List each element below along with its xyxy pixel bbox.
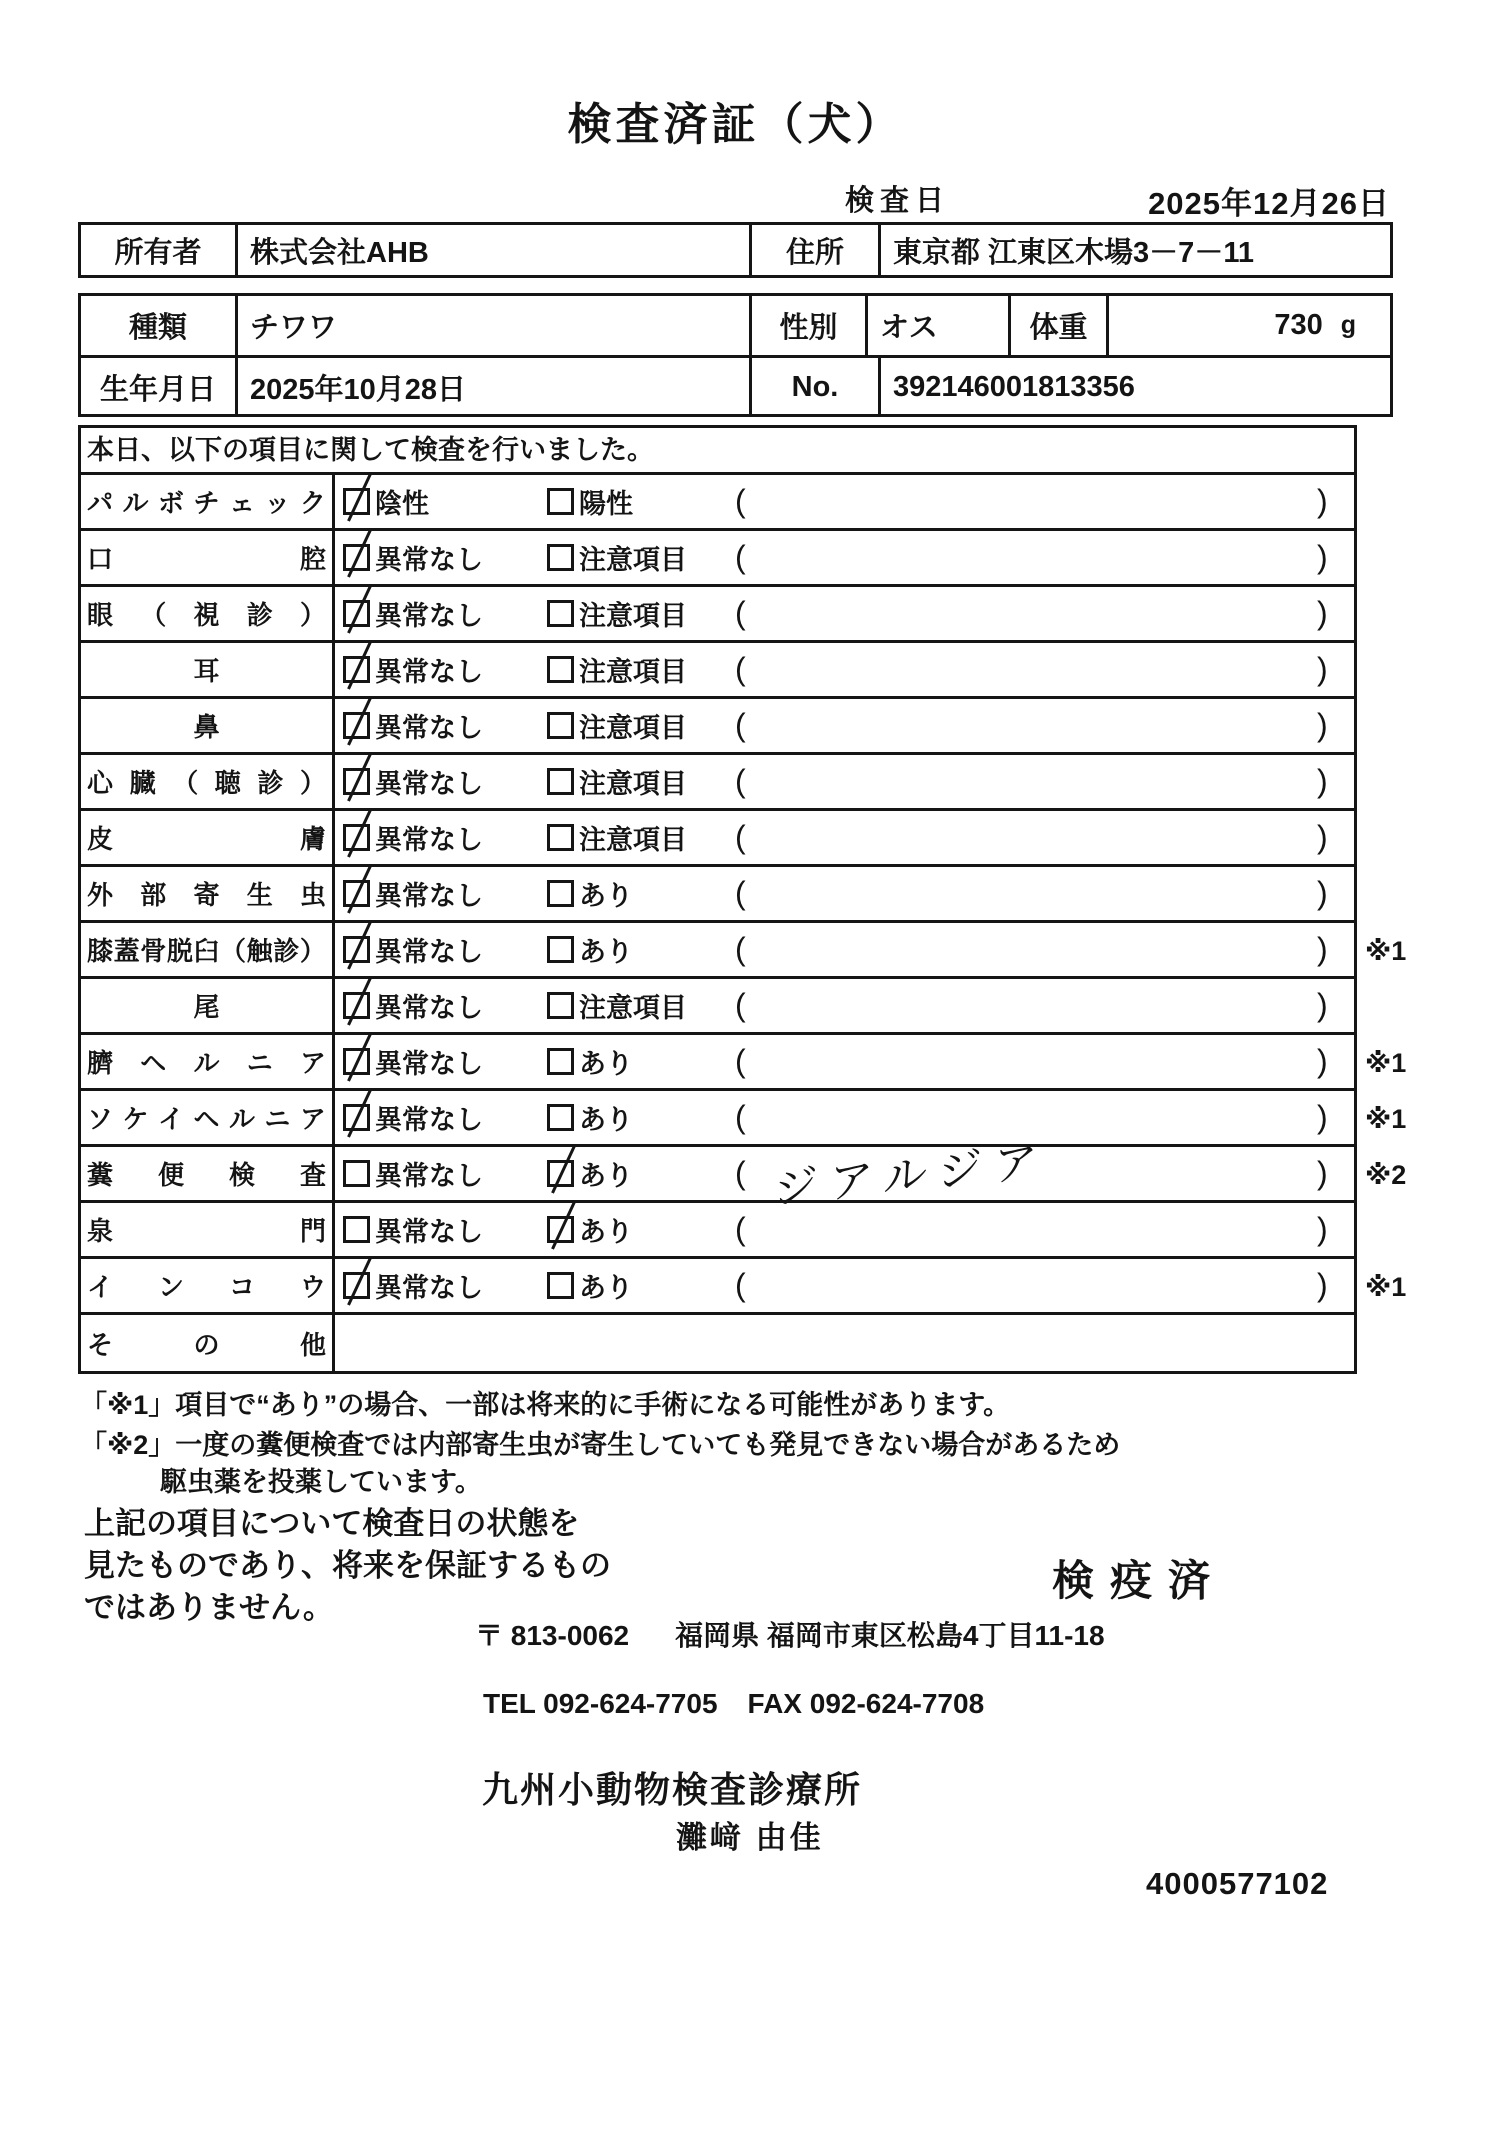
inspection-date-label: 検査日: [845, 185, 951, 217]
option-label: 陰性: [375, 489, 429, 519]
checkbox-option: [547, 867, 633, 920]
check-slash-mark: [347, 473, 372, 521]
option-label: 注意項目: [579, 769, 687, 799]
note-2: 「※2」一度の糞便検査では内部寄生虫が寄生していても発見できない場合があるため: [80, 1430, 1121, 1460]
weight-label: 体重: [1008, 296, 1106, 355]
unchecked-checkbox-icon[interactable]: [547, 824, 574, 851]
no-value: 392146001813356: [878, 358, 1390, 417]
disclaimer-line-2: 見たものであり、将来を保証するもの: [84, 1548, 611, 1583]
option-label: 異常なし: [375, 713, 483, 743]
option-label: 異常なし: [375, 1217, 483, 1247]
checkbox-option: [343, 811, 483, 864]
checkbox-option: [547, 531, 687, 584]
close-paren: ): [1317, 987, 1328, 1023]
birth-value: 2025年10月28日: [235, 358, 749, 417]
checkbox-option: [343, 755, 483, 808]
close-paren: ): [1317, 707, 1328, 743]
open-paren: (: [735, 931, 746, 967]
open-paren: (: [735, 651, 746, 687]
checklist-row-content: [335, 867, 1354, 920]
checklist-row: [81, 755, 1354, 811]
checklist-row: [81, 979, 1354, 1035]
unchecked-checkbox-icon[interactable]: [547, 544, 574, 571]
checklist-item-label: 皮 膚: [81, 811, 335, 864]
handwritten-note: ジアルジア: [772, 1136, 1051, 1215]
checklist-table: [78, 425, 1407, 1374]
open-paren: (: [735, 707, 746, 743]
species-label: 種類: [128, 312, 187, 344]
open-paren: (: [735, 1155, 746, 1191]
checked-checkbox-icon[interactable]: [343, 656, 370, 683]
checklist-item-label: 泉 門: [81, 1203, 335, 1256]
checklist-item-label: 口 腔: [81, 531, 335, 584]
checklist-row-content: [335, 1259, 1354, 1312]
check-slash-mark: [347, 977, 372, 1025]
option-label: 注意項目: [579, 657, 687, 687]
checklist-row: [81, 811, 1354, 867]
option-label: あり: [579, 937, 633, 967]
checkbox-option: [547, 1203, 633, 1256]
option-label: 注意項目: [579, 601, 687, 631]
checkbox-option: [343, 643, 483, 696]
close-paren: ): [1317, 1099, 1328, 1135]
checked-checkbox-icon[interactable]: [547, 1216, 574, 1243]
address-label: 住所: [749, 225, 878, 275]
checklist-item-label: イ ン コ ウ: [81, 1259, 335, 1312]
checked-checkbox-icon[interactable]: [343, 936, 370, 963]
close-paren: ): [1317, 931, 1328, 967]
open-paren: (: [735, 595, 746, 631]
checklist-row-content: [335, 755, 1354, 808]
option-label: あり: [579, 1049, 633, 1079]
open-paren: (: [735, 875, 746, 911]
checkbox-option: [343, 1203, 483, 1256]
close-paren: ): [1317, 1155, 1328, 1191]
checkbox-option: [547, 755, 687, 808]
unchecked-checkbox-icon[interactable]: [343, 1160, 370, 1187]
sex-value: オス: [865, 296, 1008, 355]
checklist-item-label: 鼻: [81, 699, 335, 752]
species-value: チワワ: [235, 296, 749, 355]
clinic-tel: TEL 092-624-7705: [483, 1688, 718, 1719]
open-paren: (: [735, 1099, 746, 1135]
checkbox-option: [547, 811, 687, 864]
checklist-row: [81, 643, 1354, 699]
owner-label: 所有者: [114, 236, 202, 269]
note-1: 「※1」項目で“あり”の場合、一部は将来的に手術になる可能性があります。: [80, 1390, 1011, 1420]
option-label: 異常なし: [375, 825, 483, 855]
check-slash-mark: [347, 1089, 372, 1137]
checklist-row-content: [335, 643, 1354, 696]
checklist-row-content: [335, 1091, 1354, 1144]
checked-checkbox-icon[interactable]: [343, 768, 370, 795]
checklist-row: [81, 1091, 1407, 1147]
checked-checkbox-icon[interactable]: [343, 1048, 370, 1075]
open-paren: (: [735, 1211, 746, 1247]
close-paren: ): [1317, 1211, 1328, 1247]
checklist-row-content: [335, 1315, 1354, 1371]
option-label: 異常なし: [375, 545, 483, 575]
checklist-row: [81, 1035, 1407, 1091]
option-label: あり: [579, 881, 633, 911]
unchecked-checkbox-icon[interactable]: [547, 488, 574, 515]
check-slash-mark: [347, 865, 372, 913]
unchecked-checkbox-icon[interactable]: [547, 768, 574, 795]
checklist-item-label: 尾: [81, 979, 335, 1032]
disclaimer-line-3: ではありません。: [84, 1590, 334, 1625]
pet-table: [78, 293, 1393, 417]
page-title: 検査済証（犬）: [567, 100, 904, 149]
checkbox-option: [343, 699, 483, 752]
option-label: 異常なし: [375, 1105, 483, 1135]
clinic-phone-line: [483, 1688, 984, 1720]
checkbox-option: [547, 643, 687, 696]
checklist-item-label: 膝 蓋 骨 脱 臼 （ 触 診 ）: [81, 923, 335, 976]
unchecked-checkbox-icon[interactable]: [547, 1272, 574, 1299]
option-label: 異常なし: [375, 881, 483, 911]
checklist-row: [81, 475, 1354, 531]
unchecked-checkbox-icon[interactable]: [547, 936, 574, 963]
option-label: 異常なし: [375, 1161, 483, 1191]
unchecked-checkbox-icon[interactable]: [547, 600, 574, 627]
checklist-row-content: [335, 1203, 1354, 1256]
note-2-continued: 駆虫薬を投薬しています。: [160, 1467, 482, 1497]
open-paren: (: [735, 763, 746, 799]
checked-checkbox-icon[interactable]: [547, 1160, 574, 1187]
option-label: 異常なし: [375, 769, 483, 799]
unchecked-checkbox-icon[interactable]: [547, 656, 574, 683]
checkbox-option: [343, 923, 483, 976]
check-slash-mark: [347, 1033, 372, 1081]
checked-checkbox-icon[interactable]: [343, 600, 370, 627]
checkbox-option: [547, 923, 633, 976]
owner-row: [81, 225, 1390, 275]
option-label: 異常なし: [375, 601, 483, 631]
option-label: 注意項目: [579, 993, 687, 1023]
address-value: 東京都 江東区木場3－7－11: [878, 225, 1390, 275]
open-paren: (: [735, 819, 746, 855]
checklist-row-content: [335, 1035, 1354, 1088]
checklist-rows: [81, 475, 1407, 1371]
unchecked-checkbox-icon[interactable]: [547, 712, 574, 739]
unchecked-checkbox-icon[interactable]: [547, 880, 574, 907]
no-label: No.: [749, 358, 878, 417]
checklist-row: [81, 1136, 1407, 1215]
weight-value: [1106, 296, 1390, 355]
unchecked-checkbox-icon[interactable]: [547, 992, 574, 1019]
close-paren: ): [1317, 763, 1328, 799]
checkbox-option: [343, 475, 429, 528]
checkbox-option: [547, 1147, 633, 1200]
checklist-row: [81, 531, 1354, 587]
checklist-item-label: 耳: [81, 643, 335, 696]
option-label: 注意項目: [579, 545, 687, 575]
close-paren: ): [1317, 595, 1328, 631]
checklist-row-content: [335, 923, 1354, 976]
checklist-item-label: 糞 便 検 査: [81, 1147, 335, 1200]
option-label: 異常なし: [375, 993, 483, 1023]
check-slash-mark: [551, 1201, 576, 1249]
checklist-item-label: そ の 他: [81, 1315, 335, 1371]
checked-checkbox-icon[interactable]: [343, 712, 370, 739]
checklist-item-label: 眼 （ 視 診 ）: [81, 587, 335, 640]
close-paren: ): [1317, 539, 1328, 575]
checkbox-option: [343, 1091, 483, 1144]
open-paren: (: [735, 987, 746, 1023]
option-label: あり: [579, 1273, 633, 1303]
sex-label: 性別: [749, 296, 865, 355]
unchecked-checkbox-icon[interactable]: [343, 1216, 370, 1243]
checklist-row-content: [335, 811, 1354, 864]
checklist-item-label: 臍 ヘ ル ニ ア: [81, 1035, 335, 1088]
owner-table: [78, 222, 1393, 278]
check-slash-mark: [347, 809, 372, 857]
checkbox-option: [343, 531, 483, 584]
option-label: 異常なし: [375, 937, 483, 967]
close-paren: ): [1317, 1043, 1328, 1079]
checkbox-option: [343, 1259, 483, 1312]
option-label: 陽性: [579, 489, 633, 519]
close-paren: ): [1317, 819, 1328, 855]
birth-row: [81, 355, 1390, 417]
checklist-row: [81, 587, 1354, 643]
clinic-name: 九州小動物検査診療所: [482, 1769, 863, 1810]
check-slash-mark: [347, 585, 372, 633]
reference-mark: ※1: [1365, 936, 1407, 966]
checkbox-option: [547, 1259, 633, 1312]
open-paren: (: [735, 539, 746, 575]
open-paren: (: [735, 483, 746, 519]
checklist-row-content: [335, 587, 1354, 640]
checkbox-option: [547, 587, 687, 640]
clinic-postal-code: 〒 813-0062: [475, 1620, 630, 1651]
checkbox-option: [343, 867, 483, 920]
checkbox-option: [343, 1035, 483, 1088]
checklist-row: [81, 1203, 1354, 1259]
check-slash-mark: [347, 753, 372, 801]
checkbox-option: [343, 587, 483, 640]
option-label: 異常なし: [375, 1049, 483, 1079]
checked-checkbox-icon[interactable]: [343, 992, 370, 1019]
option-label: あり: [579, 1217, 633, 1247]
disclaimer-line-1: 上記の項目について検査日の状態を: [84, 1506, 580, 1541]
option-label: 異常なし: [375, 1273, 483, 1303]
checklist-row-content: [335, 475, 1354, 528]
checkbox-option: [547, 699, 687, 752]
checked-checkbox-icon[interactable]: [343, 488, 370, 515]
checked-checkbox-icon[interactable]: [343, 544, 370, 571]
checklist-item-label: 心 臓 （ 聴 診 ）: [81, 755, 335, 808]
check-slash-mark: [347, 921, 372, 969]
checklist-row: [81, 1259, 1407, 1315]
reference-mark: ※1: [1365, 1104, 1407, 1134]
clinic-fax: FAX 092-624-7708: [747, 1688, 985, 1719]
checklist-row: [81, 1315, 1354, 1371]
open-paren: (: [735, 1043, 746, 1079]
checklist-row-content: [335, 699, 1354, 752]
checked-checkbox-icon[interactable]: [343, 1104, 370, 1131]
species-row: [81, 296, 1390, 355]
document-number: 4000577102: [1146, 1866, 1329, 1901]
owner-value: 株式会社AHB: [235, 225, 749, 275]
checklist-item-label: ソ ケ イ ヘ ル ニ ア: [81, 1091, 335, 1144]
birth-label: 生年月日: [99, 374, 216, 406]
inspection-date-value: 2025年12月26日: [1148, 186, 1390, 221]
checkbox-option: [343, 979, 483, 1032]
option-label: 異常なし: [375, 657, 483, 687]
option-label: 注意項目: [579, 825, 687, 855]
option-label: 注意項目: [579, 713, 687, 743]
checklist-row-content: [335, 531, 1354, 584]
check-slash-mark: [347, 697, 372, 745]
close-paren: ): [1317, 651, 1328, 687]
checklist-row-content: [335, 1136, 1354, 1215]
option-label: あり: [579, 1161, 633, 1191]
clinic-address-line: [475, 1614, 1105, 1654]
quarantine-done-stamp: 検疫済: [1052, 1557, 1227, 1604]
checklist-row: [81, 923, 1407, 979]
unchecked-checkbox-icon[interactable]: [547, 1048, 574, 1075]
check-slash-mark: [347, 641, 372, 689]
check-slash-mark: [347, 529, 372, 577]
checklist-item-label: 外 部 寄 生 虫: [81, 867, 335, 920]
close-paren: ): [1317, 483, 1328, 519]
checklist-row-content: [335, 979, 1354, 1032]
checklist-item-label: パ ル ボ チ ェ ッ ク: [81, 475, 335, 528]
close-paren: ): [1317, 1267, 1328, 1303]
weight-unit: g: [1340, 311, 1356, 339]
checkbox-option: [547, 475, 633, 528]
checkbox-option: [343, 1147, 483, 1200]
check-slash-mark: [347, 1257, 372, 1305]
checkbox-option: [547, 979, 687, 1032]
veterinarian-name: 灘﨑 由佳: [676, 1820, 824, 1855]
reference-mark: ※1: [1365, 1272, 1407, 1302]
checklist-row: [81, 867, 1354, 923]
checkbox-option: [547, 1035, 633, 1088]
clinic-address: 福岡県 福岡市東区松島4丁目11-18: [675, 1620, 1105, 1651]
checklist-intro: 本日、以下の項目に関して検査を行いました。: [81, 428, 1354, 475]
option-label: あり: [579, 1105, 633, 1135]
open-paren: (: [735, 1267, 746, 1303]
unchecked-checkbox-icon[interactable]: [547, 1104, 574, 1131]
reference-mark: ※1: [1365, 1048, 1407, 1078]
checkbox-option: [547, 1091, 633, 1144]
checklist-row: [81, 699, 1354, 755]
check-slash-mark: [551, 1145, 576, 1193]
reference-mark: ※2: [1365, 1160, 1407, 1190]
checked-checkbox-icon[interactable]: [343, 1272, 370, 1299]
close-paren: ): [1317, 875, 1328, 911]
checked-checkbox-icon[interactable]: [343, 824, 370, 851]
weight-number: 730: [1274, 309, 1323, 341]
checked-checkbox-icon[interactable]: [343, 880, 370, 907]
